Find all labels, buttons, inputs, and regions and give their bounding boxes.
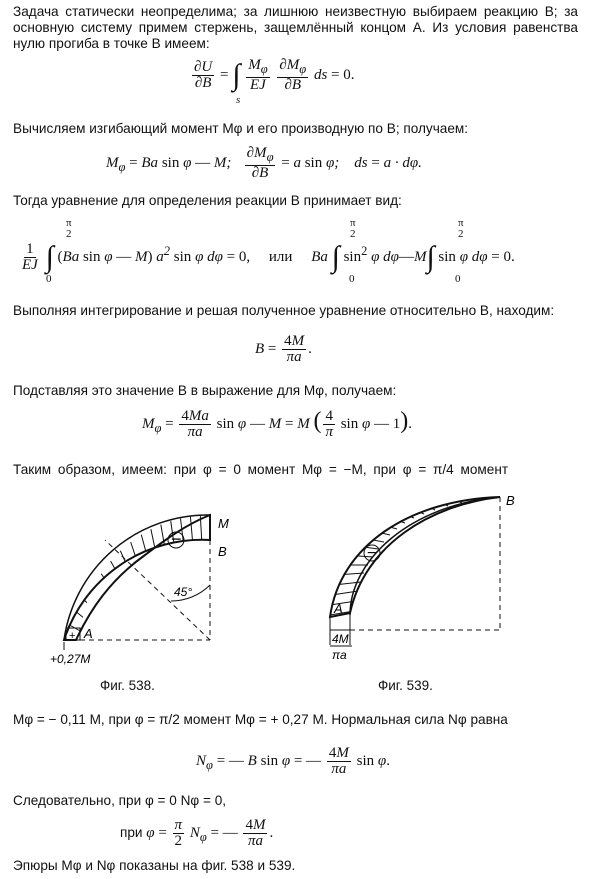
text-paragraph-3: Тогда уравнение для определения реакции B принимает вид:	[13, 193, 402, 208]
equation-normal-force: $N_\varphi$ = — B sin φ = — $\frac{4M}{\pi a}$ sin φ.	[196, 745, 390, 777]
limit-lower-3: 0	[455, 273, 461, 285]
text-paragraph-9: Эпюры Mφ и Nφ показаны на фиг. 538 и 539.	[13, 858, 296, 873]
label-M: M	[218, 516, 229, 531]
dim-numerator: 4M	[332, 632, 349, 646]
dim-denominator: πa	[332, 648, 347, 662]
equation-moment: $M_\varphi = Ba$ sin φ — M; $\frac{\partial M_\varphi}{\partial B}$ = a sin φ; ds = a · dφ.	[106, 145, 422, 181]
equation-normal-force-at-pi2: при φ = $\frac{\pi}{2}$ $N_\varphi$ = — $\frac{4M}{\pi a}$ .	[120, 817, 274, 849]
label-B: B	[506, 493, 515, 508]
limit-upper-2: π 2	[350, 217, 356, 240]
equation-moment-final: $M_\varphi$ = $\frac{4Ma}{\pi a}$ sin φ — M = M ( $\frac{4}{\pi}$ sin φ — 1).	[142, 408, 413, 441]
limit-upper-1: π 2	[66, 217, 72, 240]
caption-fig539: Фиг. 539.	[378, 678, 433, 693]
text-paragraph-1: Задача статически неопределима; за лишнюю неизвестную выбираем реакцию B; за основную систему примем стержень, защемлённый концом A. Из условия равенства нулю прогиба в точке B имеем:	[13, 4, 578, 51]
caption-fig538: Фиг. 538.	[100, 678, 155, 693]
text-paragraph-7: Mφ = − 0,11 M, при φ = π/2 момент Mφ = + 0,27 M. Нормальная сила Nφ равна	[13, 712, 508, 727]
minus-sign: −	[171, 529, 182, 549]
label-B: B	[218, 544, 227, 559]
figure-539	[310, 485, 530, 670]
limit-lower-2: 0	[349, 273, 355, 285]
label-A: A	[84, 626, 93, 641]
text-paragraph-5: Подставляя это значение B в выражение для Mφ, получаем:	[13, 383, 397, 398]
label-A: A	[334, 601, 343, 616]
at-word: при	[120, 824, 143, 840]
text-paragraph-8: Следовательно, при φ = 0 Nφ = 0,	[13, 793, 227, 808]
integral-limit-s: s	[236, 94, 241, 106]
minus-sign: −	[367, 545, 377, 562]
text-paragraph-6: Таким образом, имеем: при φ = 0 момент Mφ = −M, при φ = π/4 момент	[13, 462, 509, 477]
figure-538	[50, 500, 250, 670]
angle-label: 45°	[174, 585, 193, 599]
text-paragraph-4: Выполняя интегрирование и решая полученное уравнение относительно B, находим:	[13, 303, 555, 318]
equation-virtual-work: $\frac{\partial U}{\partial B}$ = ∫ $\frac{M_\varphi}{EJ}$ $\frac{\partial M_\varphi}{\partial B}$ ds = 0.	[194, 57, 355, 93]
equation-B-value: B = $\frac{4M}{\pi a}$ .	[255, 333, 312, 365]
equation-reaction: $\frac{1}{EJ}$ ∫ (Ba sin φ — M) $a^2$ sin φ dφ = 0, или Ba ∫ $\sin^2 \varphi$ dφ—M∫ sin φ dφ = 0.	[22, 240, 515, 274]
limit-lower-1: 0	[46, 273, 52, 285]
value-label: +0,27M	[50, 652, 91, 666]
plus-sign: +	[69, 630, 76, 642]
limit-upper-3: π 2	[458, 217, 464, 240]
or-word: или	[268, 248, 293, 265]
normal-force-diagram-outline	[330, 497, 500, 617]
text-paragraph-2: Вычисляем изгибающий момент Mφ и его производную по B; получаем:	[13, 121, 469, 136]
